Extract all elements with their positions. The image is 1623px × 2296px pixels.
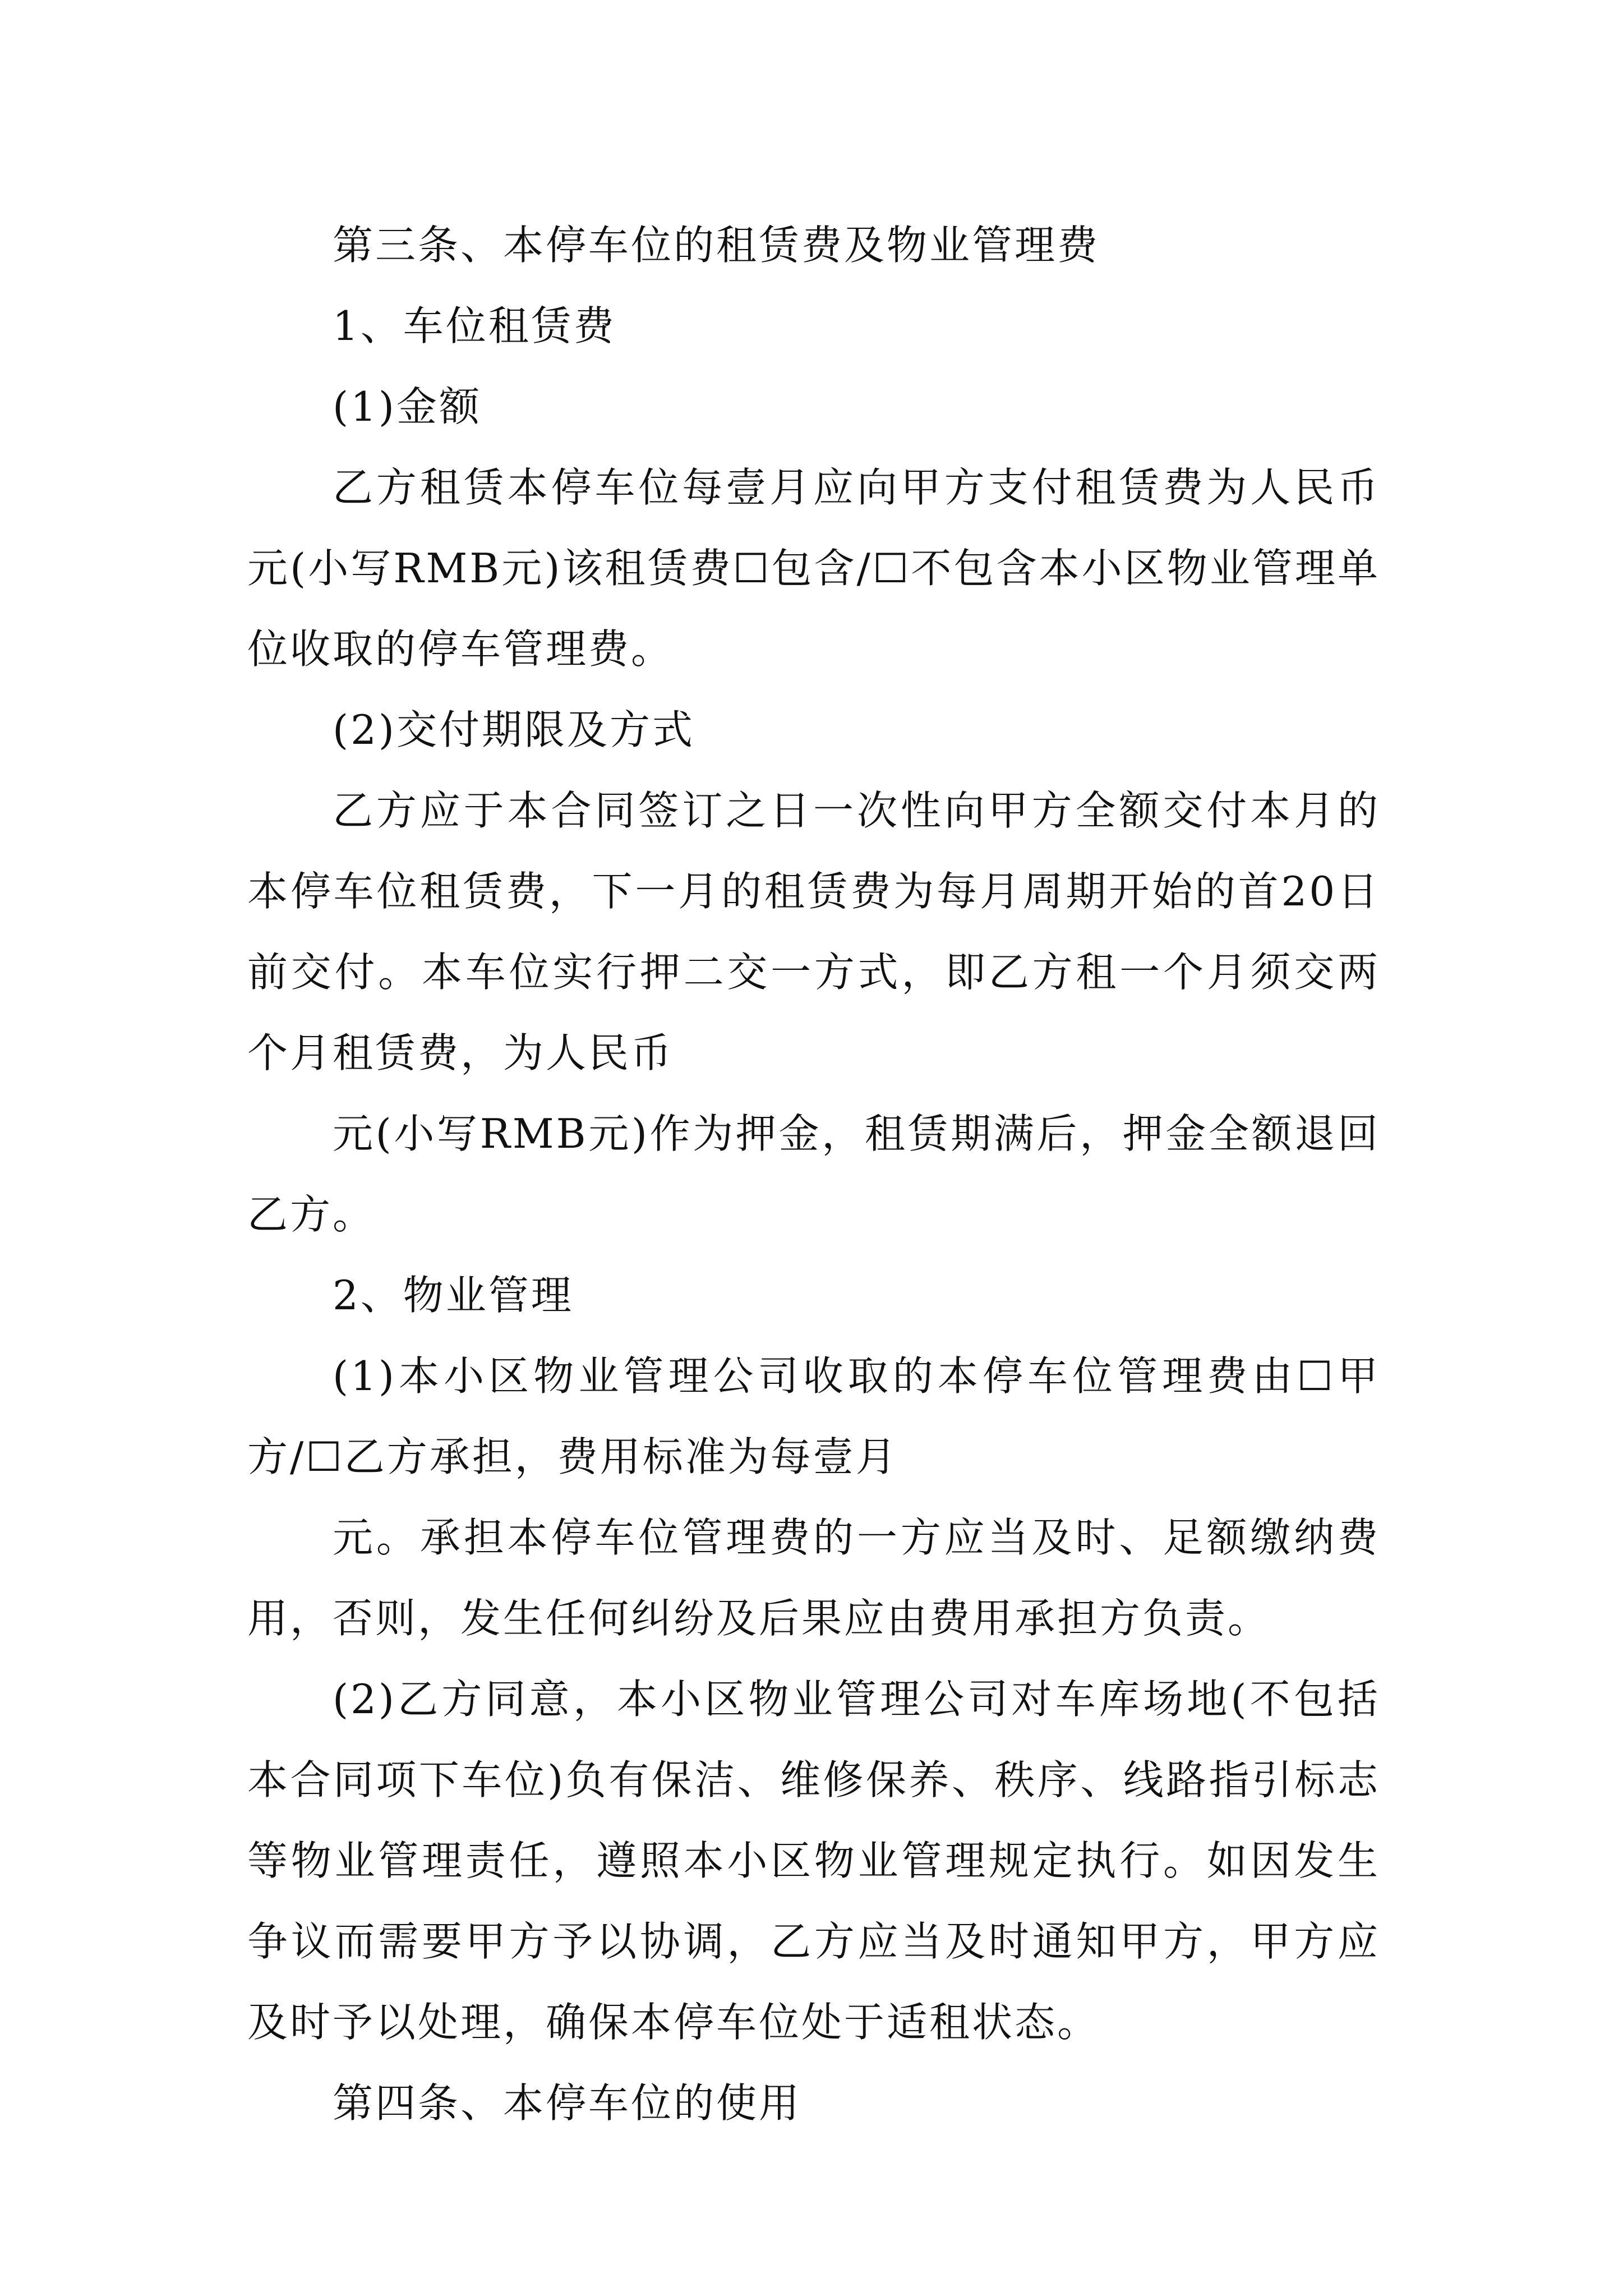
document-body bbox=[247, 205, 1380, 2143]
management-fee-paragraph: (1)本小区物业管理公司收取的本停车位管理费由☐甲方/☐乙方承担，费用标准为每壹月 bbox=[247, 1352, 1380, 1480]
section-1-heading: 1、车位租赁费 bbox=[333, 302, 616, 349]
fee-responsibility-paragraph: 元。承担本停车位管理费的一方应当及时、足额缴纳费用，否则，发生任何纠纷及后果应由费用承担方负责。 bbox=[247, 1514, 1380, 1642]
subsection-amount-heading: (1)金额 bbox=[333, 383, 482, 430]
section-2-heading: 2、物业管理 bbox=[333, 1272, 574, 1319]
subsection-payment-heading: (2)交付期限及方式 bbox=[333, 706, 695, 753]
payment-terms-paragraph: 乙方应于本合同签订之日一次性向甲方全额交付本月的本停车位租赁费，下一月的租赁费为每月周期开始的首20日前交付。本车位实行押二交一方式，即乙方租一个月须交两个月租赁费，为人民币 bbox=[247, 787, 1380, 1076]
article-4-heading: 第四条、本停车位的使用 bbox=[333, 2079, 802, 2127]
property-management-paragraph: (2)乙方同意，本小区物业管理公司对车库场地(不包括本合同项下车位)负有保洁、维修保养、秩序、线路指引标志等物业管理责任，遵照本小区物业管理规定执行。如因发生争议而需要甲方予以协调，乙方应当及时通知甲方，甲方应及时予以处理，确保本停车位处于适租状态。 bbox=[247, 1676, 1380, 2046]
deposit-paragraph: 元(小写RMB元)作为押金，租赁期满后，押金全额退回乙方。 bbox=[247, 1110, 1380, 1238]
rent-amount-paragraph: 乙方租赁本停车位每壹月应向甲方支付租赁费为人民币元(小写RMB元)该租赁费☐包含/☐不包含本小区物业管理单位收取的停车管理费。 bbox=[247, 464, 1380, 673]
article-3-heading: 第三条、本停车位的租赁费及物业管理费 bbox=[333, 222, 1100, 269]
